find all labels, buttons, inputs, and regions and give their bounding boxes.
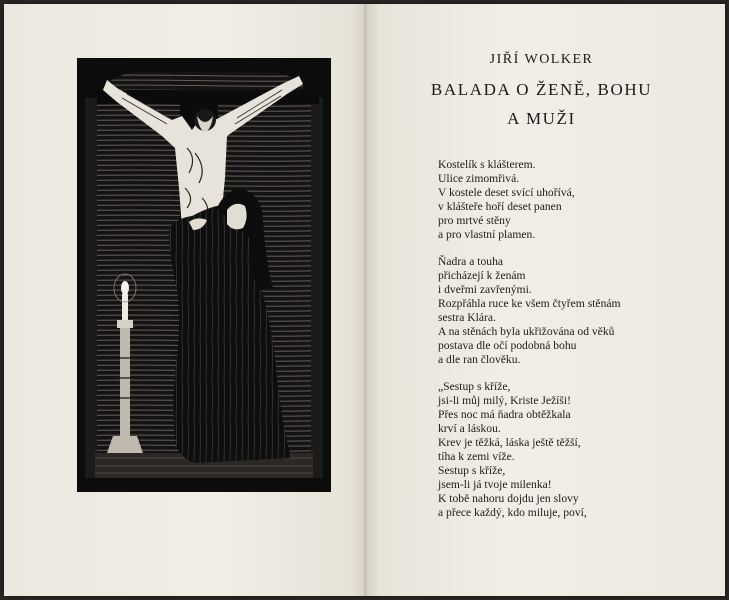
poem-line: krví a láskou. bbox=[438, 422, 501, 436]
poem-line: Přes noc má ňadra obtěžkala bbox=[438, 408, 571, 422]
poem-line: a pro vlastní plamen. bbox=[438, 227, 536, 241]
poem-line: sestra Klára. bbox=[438, 310, 496, 324]
poem-line: a přece každý, kdo miluje, poví, bbox=[438, 505, 587, 519]
poem-line: „Sestup s kříže, bbox=[438, 380, 511, 394]
author-name: JIŘÍ WOLKER bbox=[489, 52, 594, 67]
woodcut-crucifixion-icon bbox=[77, 58, 331, 492]
poem-line: Kostelík s klášterem. bbox=[438, 158, 536, 171]
poem-line: Krev je těžká, láska ještě těžší, bbox=[438, 436, 581, 450]
stanza-2 bbox=[438, 255, 708, 366]
poem-line: Rozpřáhla ruce ke všem čtyřem stěnám bbox=[438, 297, 621, 311]
woodcut-illustration bbox=[77, 58, 331, 492]
stanza-1 bbox=[438, 158, 708, 241]
title-block bbox=[362, 50, 721, 129]
poem-line: přicházejí k ženám bbox=[438, 269, 526, 283]
poem-line: A na stěnách byla ukřižována od věků bbox=[438, 324, 615, 338]
poem-line: v klášteře hoří deset panen bbox=[438, 199, 562, 213]
poem-line: tíha k zemi víže. bbox=[438, 450, 515, 463]
stanza-3 bbox=[438, 380, 708, 519]
poem-line: a dle ran člověku. bbox=[438, 352, 521, 366]
title-line-1: BALADA O ŽENĚ, BOHU bbox=[430, 80, 653, 99]
poem-line: postava dle očí podobná bohu bbox=[438, 338, 577, 352]
poem-text bbox=[438, 158, 708, 533]
poem-line: jsi-li můj milý, Kriste Ježíši! bbox=[438, 394, 571, 408]
poem-line: Ulice zimomřivá. bbox=[438, 171, 520, 185]
poem-line: Sestup s kříže, bbox=[438, 463, 506, 477]
poem-line: i dveřmi zavřenými. bbox=[438, 283, 532, 297]
poem-line: Ňadra a touha bbox=[438, 255, 504, 269]
poem-line: K tobě nahoru dojdu jen slovy bbox=[438, 491, 579, 505]
poem-line: jsem-li já tvoje milenka! bbox=[438, 477, 552, 491]
poem-line: V kostele deset svící uhořívá, bbox=[438, 185, 575, 199]
title-line-2: A MUŽI bbox=[507, 109, 576, 128]
poem-line: pro mrtvé stěny bbox=[438, 213, 511, 227]
